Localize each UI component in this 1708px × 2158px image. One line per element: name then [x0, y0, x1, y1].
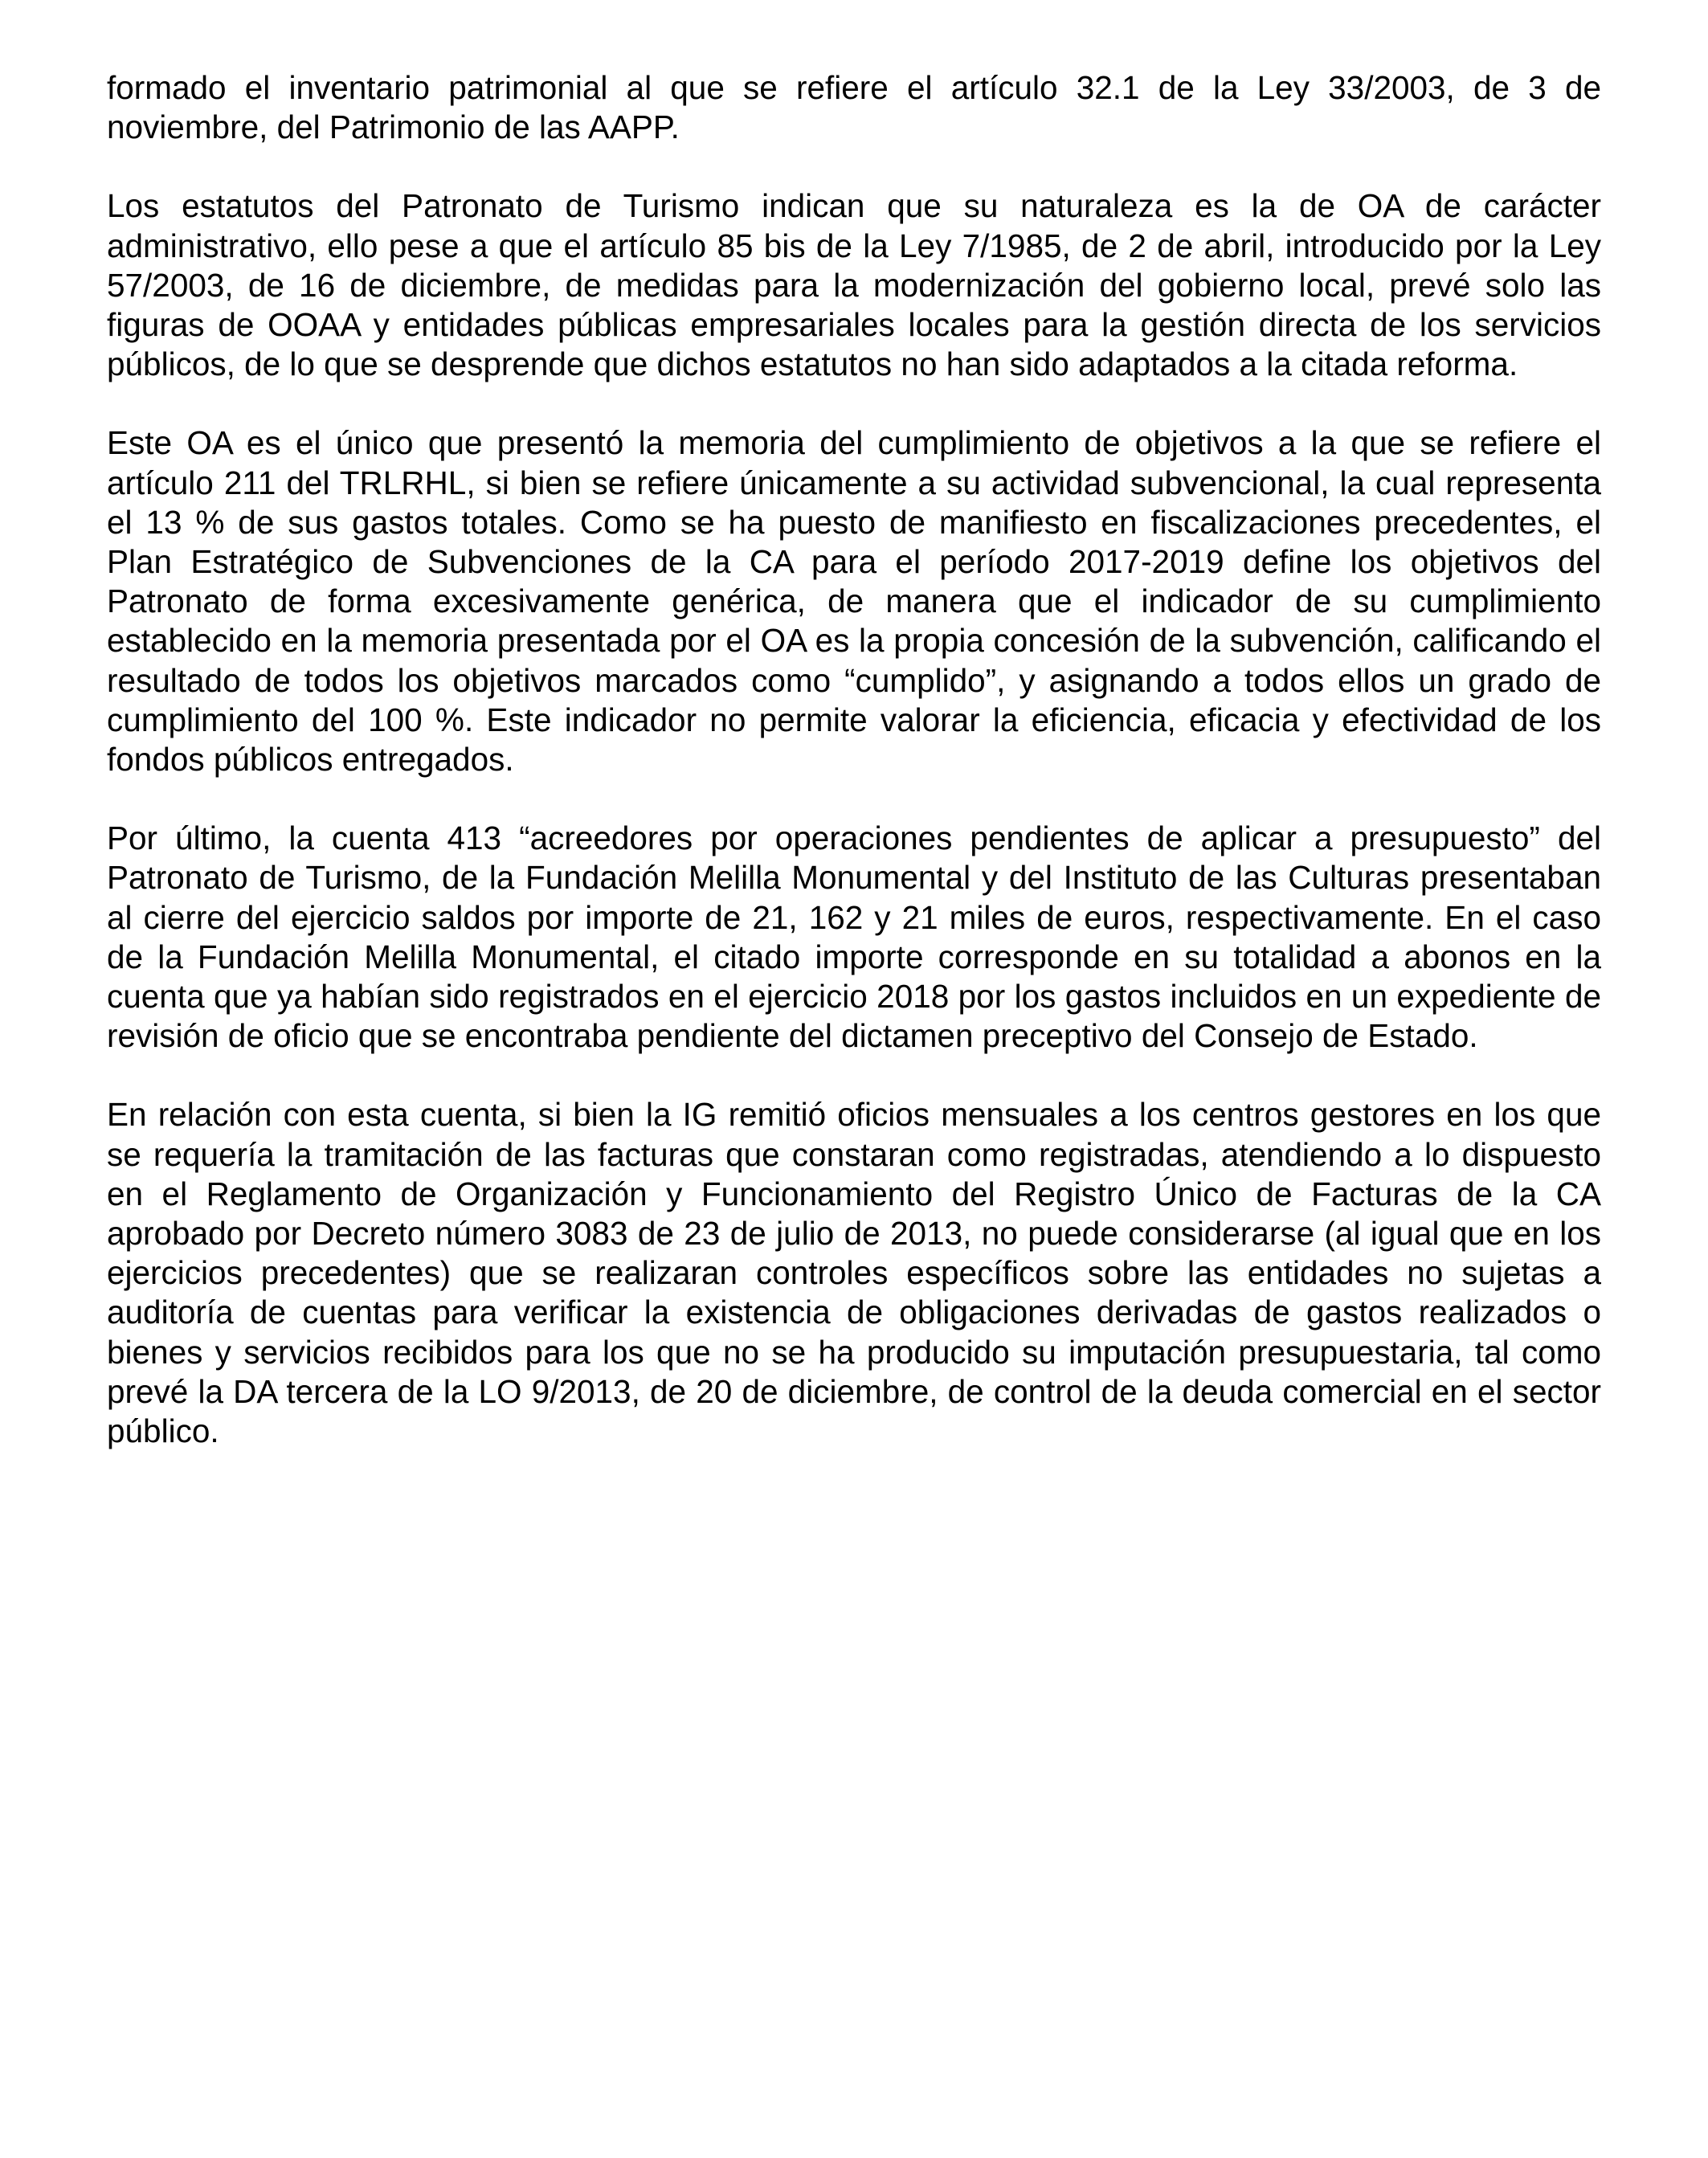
paragraph-memoria-objetivos: Este OA es el único que presentó la memoria del cumplimiento de objetivos a la que se refiere el artículo 211 del TRLRHL, si bien se refiere únicamente a su actividad subvencional, la cual representa el 13 % de sus gastos totales. Como se ha puesto de manifiesto en fiscalizaciones precedentes, el Plan Estratégico de Subvenciones de la CA para el período 2017-2019 define los objetivos del Patronato de forma excesivamente genérica, de manera que el indicador de su cumplimiento establecido en la memoria presentada por el OA es la propia concesión de la subvención, calificando el resultado de todos los objetivos marcados como “cumplido”, y asignando a todos ellos un grado de cumplimiento del 100 %. Este indicador no permite valorar la eficiencia, eficacia y efectividad de los fondos públicos entregados.: [107, 424, 1601, 779]
paragraph-cuenta-413: Por último, la cuenta 413 “acreedores por operaciones pendientes de aplicar a presupuesto” del Patronato de Turismo, de la Fundación Melilla Monumental y del Instituto de las Culturas presentaban al cierre del ejercicio saldos por importe de 21, 162 y 21 miles de euros, respectivamente. En el caso de la Fundación Melilla Monumental, el citado importe corresponde en su totalidad a abonos en la cuenta que ya habían sido registrados en el ejercicio 2018 por los gastos incluidos en un expediente de revisión de oficio que se encontraba pendiente del dictamen preceptivo del Consejo de Estado.: [107, 819, 1601, 1055]
paragraph-inventario: formado el inventario patrimonial al que se refiere el artículo 32.1 de la Ley 33/2003, de 3 de noviembre, del Patrimonio de las AAPP.: [107, 69, 1601, 146]
paragraph-estatutos-patronato: Los estatutos del Patronato de Turismo indican que su naturaleza es la de OA de carácter administrativo, ello pese a que el artículo 85 bis de la Ley 7/1985, de 2 de abril, introducido por la Ley 57/2003, de 16 de diciembre, de medidas para la modernización del gobierno local, prevé solo las figuras de OOAA y entidades públicas empresariales locales para la gestión directa de los servicios públicos, de lo que se desprende que dichos estatutos no han sido adaptados a la citada reforma.: [107, 187, 1601, 383]
paragraph-controles-ig: En relación con esta cuenta, si bien la IG remitió oficios mensuales a los centros gestores en los que se requería la tramitación de las facturas que constaran como registradas, atendiendo a lo dispuesto en el Reglamento de Organización y Funcionamiento del Registro Único de Facturas de la CA aprobado por Decreto número 3083 de 23 de julio de 2013, no puede considerarse (al igual que en los ejercicios precedentes) que se realizaran controles específicos sobre las entidades no sujetas a auditoría de cuentas para verificar la existencia de obligaciones derivadas de gastos realizados o bienes y servicios recibidos para los que no se ha producido su imputación presupuestaria, tal como prevé la DA tercera de la LO 9/2013, de 20 de diciembre, de control de la deuda comercial en el sector público.: [107, 1096, 1601, 1450]
document-page: [107, 68, 1601, 1490]
